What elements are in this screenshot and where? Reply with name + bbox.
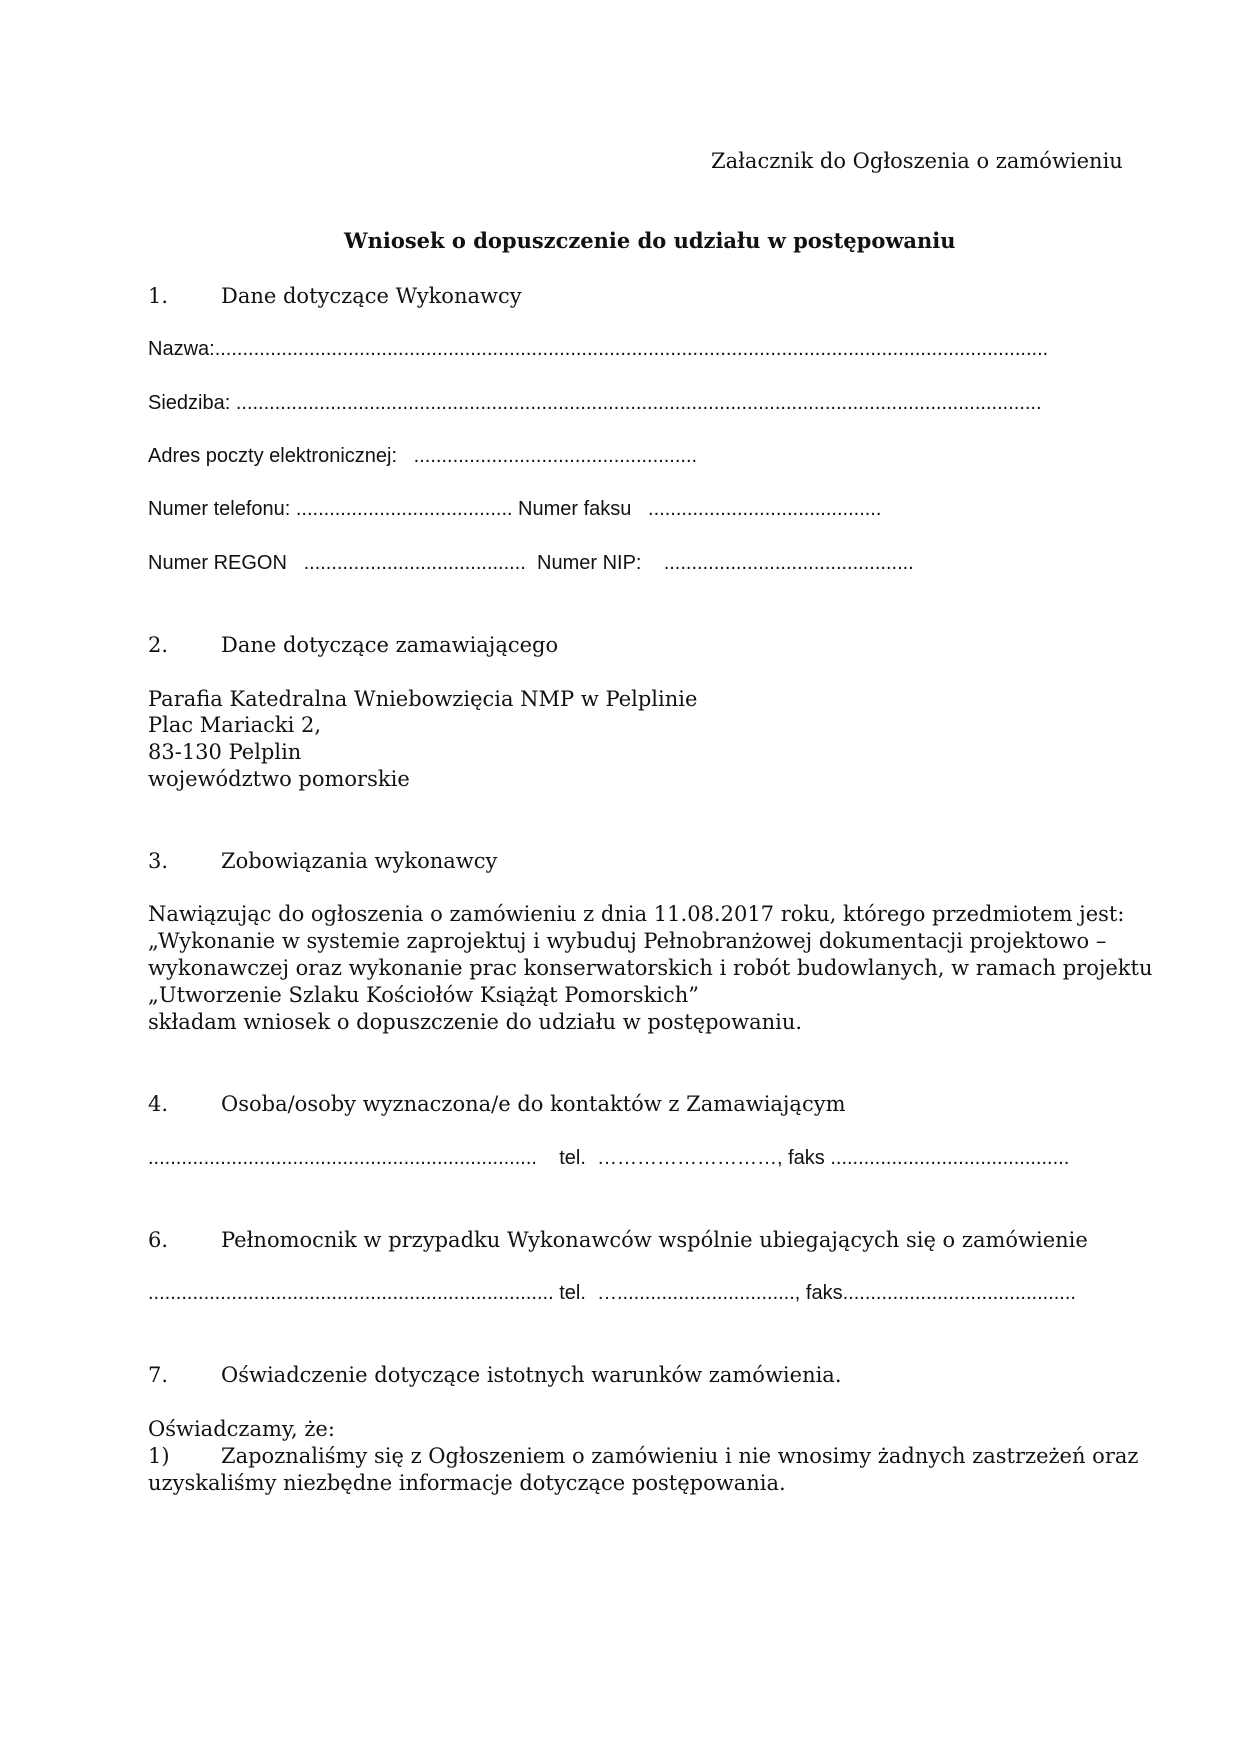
section-6-number: 6. bbox=[148, 1228, 169, 1252]
section-1-heading: Dane dotyczące Wykonawcy bbox=[221, 284, 522, 308]
attachment-note: Załacznik do Ogłoszenia o zamówieniu bbox=[711, 149, 1123, 173]
section-3-number: 3. bbox=[148, 849, 169, 873]
paragraph-line: „Utworzenie Szlaku Kościołów Książąt Pomorskich” bbox=[148, 983, 700, 1007]
regon-field-line: Numer REGON ........................................ bbox=[148, 552, 526, 574]
section-1-number: 1. bbox=[148, 284, 169, 308]
address-line: 83-130 Pelplin bbox=[148, 740, 302, 764]
declaration-item-text: Zapoznaliśmy się z Ogłoszeniem o zamówieniu i nie wnosimy żadnych zastrzeżeń oraz bbox=[221, 1444, 1139, 1468]
seat-field-line: Siedziba: ................................................................................................................................................. bbox=[148, 392, 1042, 414]
phone-field-line: Numer telefonu: ....................................... bbox=[148, 498, 513, 520]
paragraph-line: Nawiązując do ogłoszenia o zamówieniu z dnia 11.08.2017 roku, którego przedmiotem jest: bbox=[148, 902, 1125, 926]
section-3-heading: Zobowiązania wykonawcy bbox=[221, 849, 498, 873]
section-6-heading: Pełnomocnik w przypadku Wykonawców wspólnie ubiegających się o zamówienie bbox=[221, 1228, 1088, 1252]
nip-field-line: Numer NIP: ............................................. bbox=[537, 552, 914, 574]
email-field-line: Adres poczty elektronicznej: ................................................... bbox=[148, 445, 698, 467]
section-2-heading: Dane dotyczące zamawiającego bbox=[221, 633, 559, 657]
declaration-item-text: uzyskaliśmy niezbędne informacje dotyczące postępowania. bbox=[148, 1471, 786, 1495]
paragraph-line: wykonawczej oraz wykonanie prac konserwatorskich i robót budowlanych, w ramach projektu bbox=[148, 956, 1153, 980]
address-line: Parafia Katedralna Wniebowzięcia NMP w Pelplinie bbox=[148, 687, 698, 711]
declaration-item-number: 1) bbox=[148, 1444, 170, 1468]
paragraph-line: „Wykonanie w systemie zaprojektuj i wybuduj Pełnobranżowej dokumentacji projektowo – bbox=[148, 929, 1107, 953]
representative-field-line: ......................................................................... tel. …................................, faks.......................................... bbox=[148, 1282, 1076, 1304]
document-title: Wniosek o dopuszczenie do udziału w postępowaniu bbox=[344, 228, 956, 253]
declaration-intro: Oświadczamy, że: bbox=[148, 1417, 335, 1441]
contact-field-line: ...................................................................... tel. ………………………, faks ........................................... bbox=[148, 1147, 1070, 1169]
section-7-number: 7. bbox=[148, 1363, 169, 1387]
name-field-line: Nazwa:...................................................................................................................................................... bbox=[148, 338, 1049, 360]
section-4-heading: Osoba/osoby wyznaczona/e do kontaktów z Zamawiającym bbox=[221, 1092, 846, 1116]
section-2-number: 2. bbox=[148, 633, 169, 657]
fax-field-line: Numer faksu .......................................... bbox=[518, 498, 882, 520]
address-line: Plac Mariacki 2, bbox=[148, 713, 322, 737]
address-line: województwo pomorskie bbox=[148, 767, 410, 791]
section-7-heading: Oświadczenie dotyczące istotnych warunków zamówienia. bbox=[221, 1363, 842, 1387]
section-4-number: 4. bbox=[148, 1092, 169, 1116]
paragraph-line: składam wniosek o dopuszczenie do udziału w postępowaniu. bbox=[148, 1010, 803, 1034]
